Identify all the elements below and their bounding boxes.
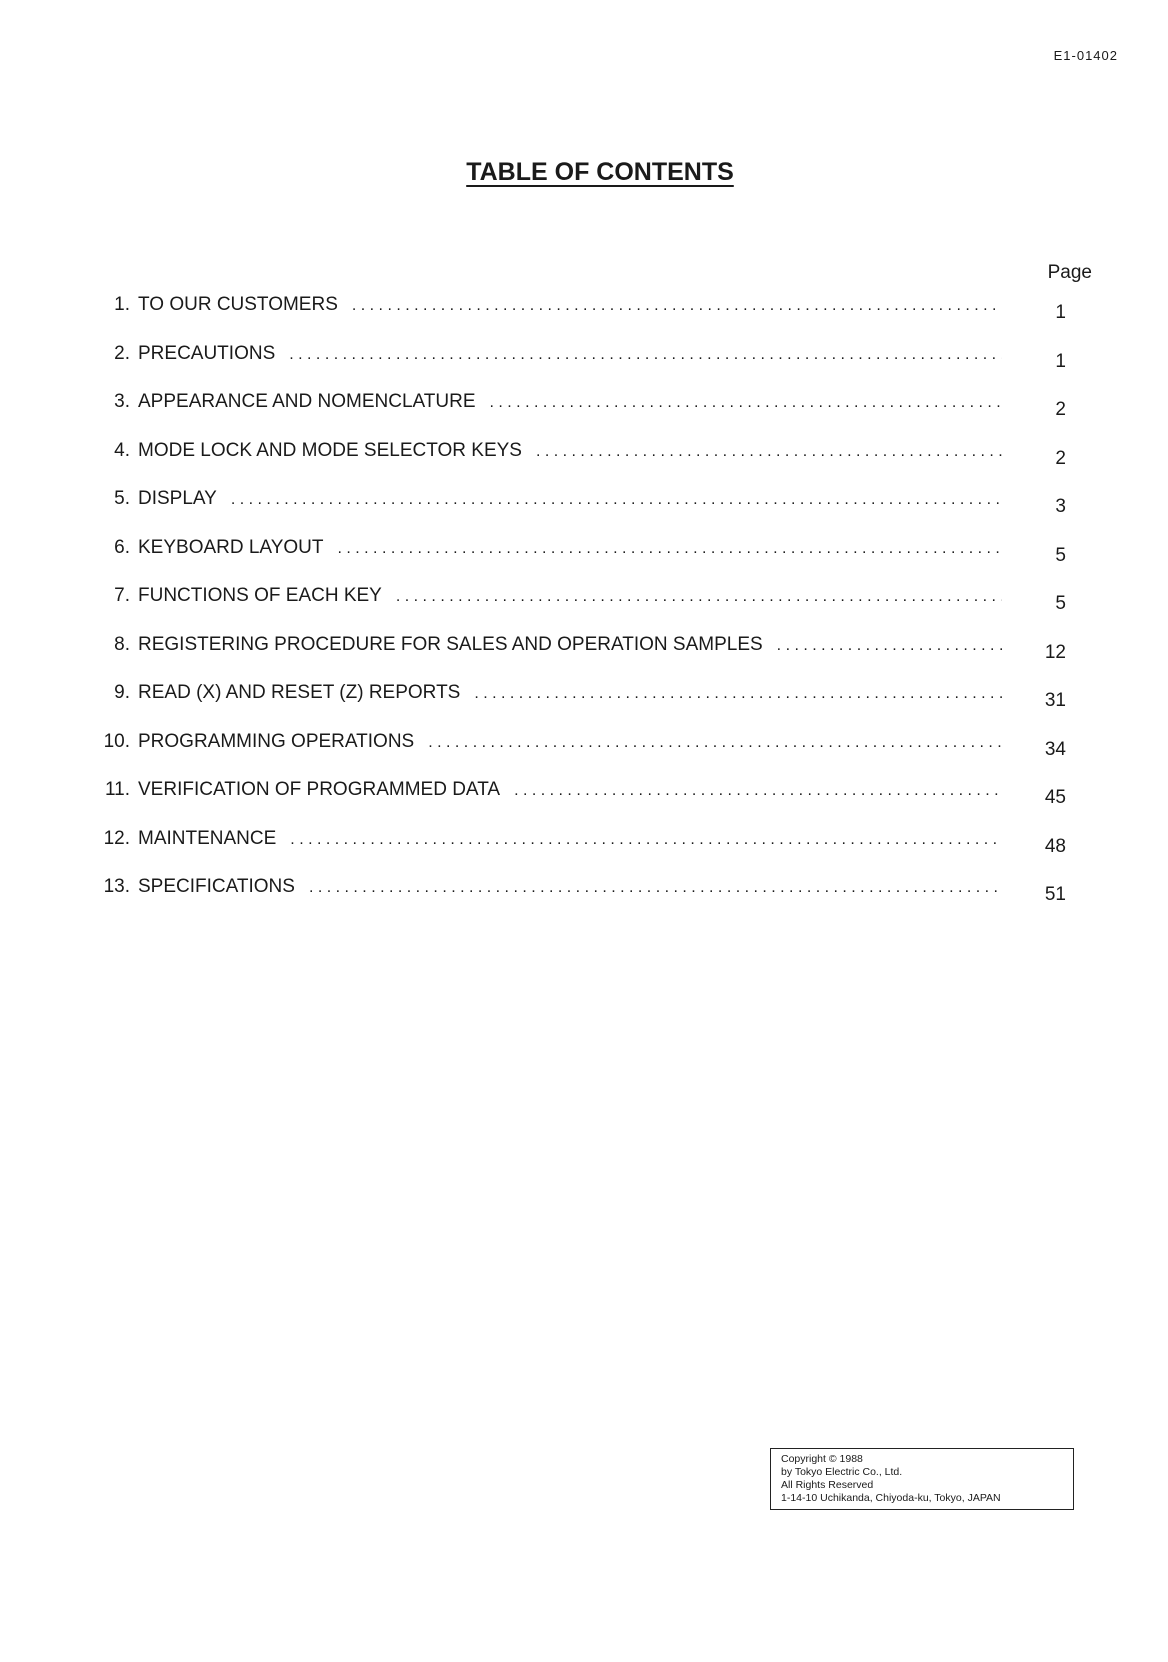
- toc-entry: [90, 876, 1070, 925]
- toc-dot-leader: [474, 685, 1002, 703]
- toc-entry-page: 1: [1055, 302, 1066, 323]
- toc-entry-number: 2.: [114, 342, 130, 364]
- toc-entry: [90, 440, 1070, 489]
- toc-dot-leader: [290, 831, 1002, 849]
- toc-dot-leader: [777, 637, 1002, 655]
- toc-entry-page: 3: [1055, 496, 1066, 517]
- toc-entry-title: DISPLAY: [138, 488, 217, 509]
- toc-entry-title: SPECIFICATIONS: [138, 876, 295, 897]
- toc-entry-title: REGISTERING PROCEDURE FOR SALES AND OPERATION SAMPLES: [138, 633, 763, 655]
- toc-entry: [90, 294, 1070, 343]
- page-title: TABLE OF CONTENTS: [466, 158, 734, 186]
- toc-entry-number: 4.: [114, 439, 130, 461]
- toc-entry-number: 10.: [103, 730, 130, 752]
- toc-entry: [90, 634, 1070, 683]
- toc-entry-number: 6.: [114, 536, 130, 558]
- toc-list: [90, 294, 1070, 925]
- toc-entry-number: 12.: [103, 827, 130, 849]
- toc-entry-page: 45: [1044, 787, 1066, 808]
- toc-dot-leader: [536, 443, 1002, 461]
- toc-entry-page: 1: [1055, 350, 1066, 372]
- toc-entry-page: 31: [1044, 690, 1066, 711]
- toc-dot-leader: [231, 491, 1002, 509]
- toc-dot-leader: [337, 540, 1002, 558]
- toc-entry-number: 13.: [103, 876, 130, 897]
- toc-entry-number: 7.: [114, 585, 130, 606]
- toc-entry-title: KEYBOARD LAYOUT: [138, 536, 324, 558]
- toc-entry-title: MAINTENANCE: [138, 827, 277, 849]
- copyright-line: Copyright © 1988: [781, 1453, 863, 1465]
- document-code: E1-01402: [1053, 48, 1118, 63]
- toc-entry-title: TO OUR CUSTOMERS: [138, 294, 338, 315]
- toc-entry-page: 5: [1055, 544, 1066, 566]
- toc-entry-page: 2: [1055, 399, 1066, 420]
- toc-entry: [90, 537, 1070, 586]
- toc-dot-leader: [428, 734, 1002, 752]
- toc-entry: [90, 682, 1070, 731]
- toc-entry-title: PRECAUTIONS: [138, 342, 276, 364]
- page-column-heading: Page: [1047, 262, 1092, 283]
- toc-entry: [90, 343, 1070, 392]
- toc-dot-leader: [352, 297, 1002, 315]
- toc-entry-page: 48: [1044, 835, 1066, 857]
- toc-entry: [90, 731, 1070, 780]
- toc-entry-title: VERIFICATION OF PROGRAMMED DATA: [138, 779, 501, 800]
- copyright-box: [770, 1448, 1074, 1510]
- toc-entry-page: 5: [1055, 593, 1066, 614]
- toc-entry: [90, 488, 1070, 537]
- toc-entry: [90, 779, 1070, 828]
- toc-entry-number: 3.: [114, 391, 130, 412]
- toc-entry-title: APPEARANCE AND NOMENCLATURE: [138, 391, 476, 412]
- toc-entry-page: 34: [1044, 738, 1066, 760]
- toc-entry: [90, 828, 1070, 877]
- toc-entry-title: PROGRAMMING OPERATIONS: [138, 730, 415, 752]
- toc-dot-leader: [309, 879, 1002, 897]
- toc-entry: [90, 585, 1070, 634]
- toc-entry-title: MODE LOCK AND MODE SELECTOR KEYS: [138, 439, 522, 461]
- toc-dot-leader: [490, 394, 1003, 412]
- toc-dot-leader: [514, 782, 1002, 800]
- toc-entry-number: 8.: [114, 633, 130, 655]
- toc-entry: [90, 391, 1070, 440]
- toc-dot-leader: [396, 588, 1002, 606]
- copyright-line: All Rights Reserved: [781, 1479, 874, 1491]
- toc-entry-number: 5.: [114, 488, 130, 509]
- toc-entry-page: 51: [1044, 884, 1066, 905]
- toc-entry-number: 1.: [114, 294, 130, 315]
- toc-dot-leader: [289, 346, 1002, 364]
- toc-entry-title: FUNCTIONS OF EACH KEY: [138, 585, 382, 606]
- copyright-line: 1-14-10 Uchikanda, Chiyoda-ku, Tokyo, JAPAN: [781, 1492, 1001, 1504]
- toc-entry-number: 9.: [114, 682, 130, 703]
- toc-entry-title: READ (X) AND RESET (Z) REPORTS: [138, 682, 461, 703]
- copyright-line: by Tokyo Electric Co., Ltd.: [781, 1466, 903, 1478]
- toc-entry-page: 12: [1044, 641, 1066, 663]
- toc-entry-page: 2: [1055, 447, 1066, 469]
- toc-entry-number: 11.: [104, 779, 130, 800]
